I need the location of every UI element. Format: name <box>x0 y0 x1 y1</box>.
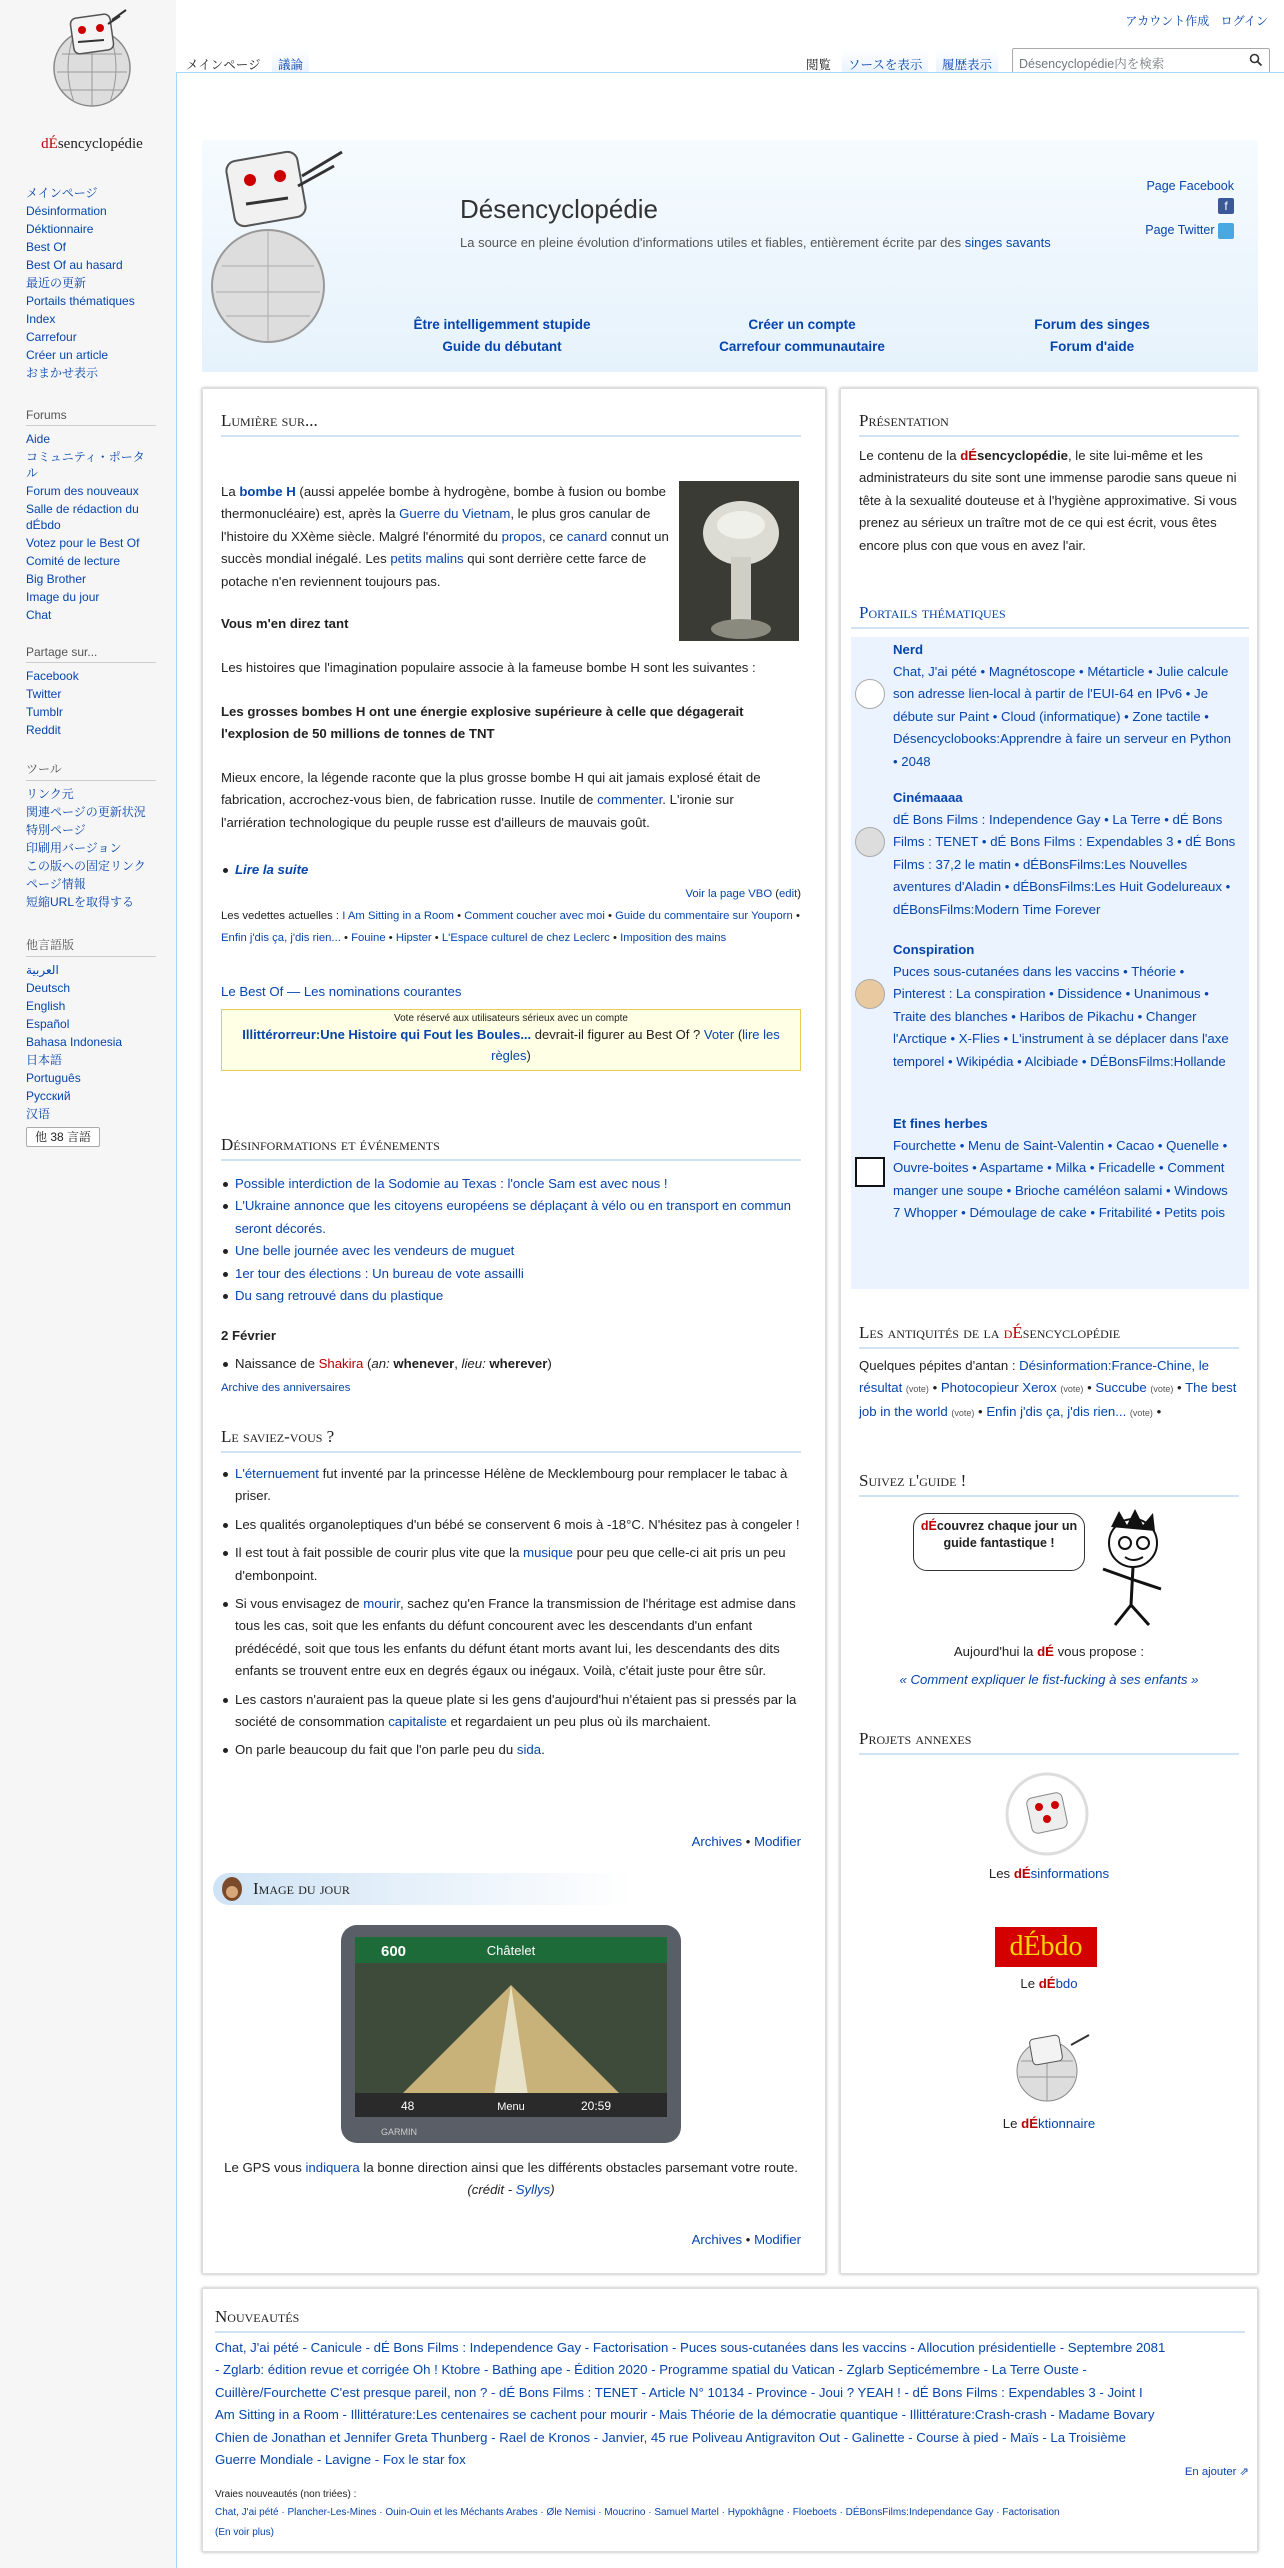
tab-history[interactable]: 履歴表示 <box>936 50 998 72</box>
portail-link[interactable]: dÉ Bons Films : TENET <box>893 812 1223 850</box>
vraie-link[interactable]: Hypokhâgne <box>727 2507 784 2518</box>
vedette-link[interactable]: Guide du commentaire sur Youporn <box>615 910 793 922</box>
portail-link[interactable]: Petits pois <box>1164 1205 1226 1221</box>
bombe-paragraph: La bombe H (aussi appelée bombe à hydrogène, bombe à fusion ou bombe thermonucléaire) est, après la Guerre du Vietnam, le plus gros canular de l'histoire du XXème siècle. Malgré l'énormité du propos, ce canard connut un succès mondial inégalé. Les petits malins qui sont derrière cette farce de potache n'en reviennent toujours pas. <box>221 484 669 589</box>
portail-link[interactable]: Démoulage de cake <box>969 1205 1087 1221</box>
projets-heading: Projets annexes <box>859 1729 1239 1755</box>
sidebar-tool-item-0[interactable]: リンク元 <box>26 787 74 801</box>
rules-link[interactable]: lire les règles <box>491 1027 780 1063</box>
image-jour-title: Image du jour <box>253 1879 350 1898</box>
gps-menu: Menu <box>497 2101 525 2113</box>
sidebar-item-9[interactable]: Créer un article <box>26 348 109 362</box>
vote-note: Vote réservé aux utilisateurs sérieux avec un compte <box>393 1013 628 1024</box>
forums-heading: Forums <box>26 408 156 426</box>
sidebar-share-item-0[interactable]: Facebook <box>26 669 79 683</box>
saviez-link[interactable]: musique <box>523 1545 573 1561</box>
sidebar-share-item-3[interactable]: Reddit <box>26 723 61 737</box>
saviez-item <box>221 1542 801 1587</box>
vraies-list: Chat, J'ai pété · Plancher-Les-Mines · Ouin-Ouin et les Méchants Arabes · Øle Nemisi · Moucrino · Samuel Martel · Hypokhâgne · Floeboets · DÉBonsFilms:Independance Gay · Factorisation <box>215 2507 1060 2518</box>
banner-title: Désencyclopédie <box>460 194 659 224</box>
antiquites-heading: Les antiquités de la dÉsencyclopédie <box>859 1323 1239 1349</box>
saviez-archives-link[interactable]: Archives <box>691 1834 743 1849</box>
portail-link[interactable]: Puces sous-cutanées dans les vaccins <box>893 964 1120 979</box>
banner-links-col2 <box>652 314 952 358</box>
projet-dektionnaire[interactable]: Le dÉktionnaire <box>1002 2116 1096 2131</box>
nouveautes-box <box>202 2288 1258 2552</box>
portail-link[interactable]: dÉ Bons Films : Expendables 3 <box>990 834 1174 850</box>
portail-name[interactable]: Nerd <box>893 642 924 657</box>
site-logo[interactable] <box>22 6 162 156</box>
desinfo-item[interactable]: 1er tour des élections : Un bureau de vote assailli <box>221 1263 801 1285</box>
portail-link[interactable]: dÉBonsFilms:Les Nouvelles aventures d'Aladin <box>893 856 1188 895</box>
sidebar-forum-item-3[interactable]: Salle de rédaction du dÉbdo <box>26 502 139 532</box>
vbo-link[interactable]: Voir la page VBO <box>685 888 773 900</box>
sidebar-share-item-2[interactable]: Tumblr <box>26 705 63 719</box>
film-reel-icon <box>855 827 885 857</box>
vote-article-link[interactable]: Illittérorreur:Une Histoire qui Fout les Boules... <box>242 1027 532 1042</box>
antiquites-text: Quelques pépites d'antan : Désinformation:France-Chine, le résultat (vote) • Photocopieur Xerox (vote) • Succube (vote) • The best job in the world (vote) • Enfin j'dis ça, j'dis rien... (vote) • <box>859 1358 1237 1419</box>
nav-portal <box>26 184 156 382</box>
sidebar-item-5[interactable]: 最近の更新 <box>26 276 87 290</box>
stupid-link[interactable]: Être intelligemment stupide <box>413 317 591 332</box>
vote-link[interactable]: (vote) <box>1060 1384 1084 1395</box>
image-caption: Le GPS vous indiquera la bonne direction ainsi que les différents obstacles parsemant votre route. (crédit - Syllys) <box>224 2160 798 2198</box>
read-more-list <box>221 859 801 881</box>
nouveautes-line[interactable]: - Zglarb: édition revue et corrigée Oh ! Ktobre - Bathing ape - Édition 2020 - Programme spatial du Vatican - Zglarb Septicémembre - La Terre Ouste - <box>215 2362 1087 2378</box>
portail-link[interactable]: Traite des blanches <box>893 1008 1008 1024</box>
banner-links-col1 <box>352 314 652 358</box>
portail-link[interactable]: Aspartame <box>979 1160 1044 1176</box>
vote-link[interactable]: (vote) <box>905 1384 929 1395</box>
saviez-link[interactable]: L'éternuement <box>235 1466 319 1481</box>
portail-link[interactable]: dÉ Bons Films : 37,2 le matin <box>893 834 1236 872</box>
guide-bubble: dÉcouvrez chaque jour un guide fantastique ! <box>913 1513 1085 1571</box>
gps-image[interactable] <box>341 1925 681 2143</box>
saviez-heading: Le saviez-vous ? <box>221 1427 801 1453</box>
twitter-icon[interactable] <box>1218 223 1234 239</box>
tab-main-page[interactable]: メインページ <box>180 50 267 72</box>
sidebar-forum-item-4[interactable]: Votez pour le Best Of <box>26 536 140 550</box>
search-placeholder: Désencyclopédie内を検索 <box>1019 57 1165 71</box>
gps-brand: GARMIN <box>381 2127 417 2137</box>
languages-heading: 他言語版 <box>26 936 156 957</box>
portail-link[interactable]: Pinterest : La conspiration <box>893 986 1046 1002</box>
welcome-banner <box>202 140 1258 372</box>
saviez-list <box>221 1463 801 1768</box>
portail-link[interactable]: Ouvre-boites <box>893 1160 969 1176</box>
guide-character-icon <box>1091 1509 1175 1627</box>
logo-rest: sencyclopédie <box>57 136 143 152</box>
gps-distance: 600 <box>381 1943 407 1960</box>
guide-heading: Suivez l'guide ! <box>859 1471 1239 1497</box>
desinformations-logo[interactable] <box>1001 1771 1093 1857</box>
vedette-link[interactable]: I Am Sitting in a Room <box>342 910 454 922</box>
presentation-heading: Présentation <box>859 411 1239 437</box>
sidebar-lang-item-4[interactable]: Bahasa Indonesia <box>26 1035 123 1049</box>
desinfo-item[interactable]: Possible interdiction de la Sodomie au Texas : l'oncle Sam est avec nous ! <box>221 1173 801 1195</box>
saviez-item <box>221 1514 801 1536</box>
sidebar-item-0[interactable]: メインページ <box>26 186 98 200</box>
portail-link[interactable]: Comment manger une soupe <box>893 1160 1225 1198</box>
personal-tools <box>1117 12 1268 29</box>
sidebar-lang-item-6[interactable]: Português <box>26 1071 81 1085</box>
portail-name[interactable]: Et fines herbes <box>893 1116 988 1131</box>
singes-link[interactable]: singes savants <box>964 235 1051 250</box>
portail-link[interactable]: dÉBonsFilms:Modern Time Forever <box>893 901 1101 917</box>
archive-anniversaires-link[interactable]: Archive des anniversaires <box>221 1382 351 1394</box>
sidebar-item-10[interactable]: おまかせ表示 <box>26 366 99 380</box>
portail-link[interactable]: Cloud (informatique) <box>1001 708 1121 724</box>
saviez-text-a: Il est tout à fait possible de courir plus vite que la <box>235 1545 524 1561</box>
vedette-link[interactable]: Fouine <box>351 932 386 944</box>
portail-link[interactable]: Menu de Saint-Valentin <box>968 1138 1105 1153</box>
banner-logo-icon <box>202 146 352 346</box>
canard-link[interactable]: canard <box>566 528 608 544</box>
sidebar-forum-item-8[interactable]: Chat <box>26 608 52 622</box>
en-ajouter-link[interactable]: En ajouter ⇗ <box>1184 2466 1249 2478</box>
help-forum-link[interactable]: Forum d'aide <box>1049 339 1135 354</box>
image-archives-link[interactable]: Archives <box>691 2232 743 2247</box>
antiquite-link[interactable]: Désinformation:France-Chine, le résultat <box>859 1358 1209 1396</box>
portail-name[interactable]: Cinémaaaa <box>893 790 963 805</box>
saviez-text-a: Si vous envisagez de <box>235 1596 364 1612</box>
sidebar-lang-item-8[interactable]: 汉语 <box>26 1107 51 1121</box>
saviez-text-b: pour peu que celle-ci ait pris un peu d'embonpoint. <box>235 1545 786 1583</box>
image-modifier-link[interactable]: Modifier <box>754 2232 801 2247</box>
portail-link[interactable]: Milka <box>1055 1160 1087 1176</box>
saviez-text-b: , sachez qu'en France la transmission de l'héritage est admise dans tous les cas, soit que les enfants du défunt concourent avec les descendants d'un enfant prédécédé, soit que tous les enfants du défunt étant morts avant lui, les descendants des dits enfants se trouvent entre eux en degrés égaux ou inégaux. Voilà, c'était juste pour être sûr. <box>235 1596 796 1679</box>
sidebar-forum-item-1[interactable]: コミュニティ・ポータル <box>26 450 145 480</box>
desinfo-list <box>221 1173 801 1307</box>
portail-link[interactable]: Cacao <box>1116 1138 1155 1153</box>
gps-time: 20:59 <box>581 2099 612 2113</box>
sidebar-forum-item-0[interactable]: Aide <box>26 432 51 446</box>
create-account-banner-link[interactable]: Créer un compte <box>748 317 856 332</box>
portail-link[interactable]: Julie calcule son adresse lien-local à partir de l'EUI-64 en IPv6 <box>893 664 1229 702</box>
saviez-text-b: et regardaient un peu plus où ils marchaient. <box>446 1714 711 1730</box>
portail-link[interactable]: Zone tactile <box>1132 708 1201 724</box>
portail-link[interactable]: dÉBonsFilms:Les Huit Godelureaux <box>1013 879 1222 895</box>
portail-link[interactable]: Unanimous <box>1133 986 1201 1002</box>
vedette-link[interactable]: Imposition des mains <box>620 932 727 944</box>
beginner-guide-link[interactable]: Guide du débutant <box>442 339 562 354</box>
nouveautes-line[interactable]: Chat, J'ai pété - Canicule - dÉ Bons Films : Independence Gay - Factorisation - Puces sous-cutanées dans les vaccins - Allocution présidentielle - Septembre 2081 <box>215 2340 1166 2355</box>
vedette-link[interactable]: L'Espace culturel de chez Leclerc <box>441 932 610 944</box>
create-account-link[interactable]: アカウント作成 <box>1125 14 1210 28</box>
vraie-link[interactable]: Samuel Martel <box>654 2507 719 2518</box>
portail-link[interactable]: Haribos de Pikachu <box>1019 1008 1134 1024</box>
portail-link[interactable]: Théorie <box>1131 964 1176 979</box>
edit-link[interactable]: edit <box>779 888 798 900</box>
date-heading: 2 Février <box>221 1328 276 1343</box>
sidebar-tool-item-4[interactable]: この版への固定リンク <box>26 859 146 873</box>
antiquite-link[interactable]: Enfin j'dis ça, j'dis rien... <box>986 1403 1127 1419</box>
portail-name[interactable]: Conspiration <box>893 942 975 957</box>
sidebar <box>0 0 176 2568</box>
saviez-text-b: fut inventé par la princesse Hélène de Mecklembourg pour remplacer le tabac à priser. <box>235 1466 788 1504</box>
tab-read[interactable]: 閲覧 <box>800 50 837 72</box>
portail-link[interactable]: Windows 7 Whopper <box>893 1182 1228 1221</box>
para-3: Mieux encore, la légende raconte que la plus grosse bombe H qui ait jamais explosé était de fabrication, accrochez-vous bien, de fabrication russe. Inutile de commenter. L'ironie sur l'arriération technologique du peuple russe est d'ailleurs de mauvais goût. <box>221 770 761 830</box>
forums-portal <box>26 408 156 624</box>
shakira-link[interactable]: Shakira <box>318 1356 364 1371</box>
sidebar-lang-item-5[interactable]: 日本語 <box>26 1053 63 1067</box>
sidebar-item-1[interactable]: Désinformation <box>26 204 107 218</box>
mushroom-image[interactable] <box>679 481 799 641</box>
nouveautes-heading: Nouveautés <box>215 2307 1245 2333</box>
nerd-icon <box>855 679 885 709</box>
nouveautes-list <box>215 2337 1251 2471</box>
vote-link[interactable]: (vote) <box>1129 1407 1153 1418</box>
vraie-link[interactable]: Moucrino <box>604 2507 646 2518</box>
tools-portal <box>26 760 156 911</box>
propos-link[interactable]: propos <box>501 528 542 544</box>
portail-links: Fourchette • Menu de Saint-Valentin • Cacao • Quenelle • Ouvre-boites • Aspartame • Milka • Fricadelle • Comment manger une soupe • Brioche caméléon salami • Windows 7 Whopper • Démoulage de cake • Fritabilité • Petits pois <box>893 1138 1228 1221</box>
vraie-link[interactable]: DÉBonsFilms:Independance Gay <box>845 2507 994 2518</box>
portail-link[interactable]: Je débute sur Paint <box>893 686 1209 724</box>
gps-street: Châtelet <box>486 1943 536 1958</box>
sidebar-forum-item-2[interactable]: Forum des nouveaux <box>26 484 139 498</box>
portail-link[interactable]: X-Flies <box>958 1031 1000 1047</box>
portails-heading: Portails thématiques <box>851 603 1249 629</box>
read-more-link[interactable]: Lire la suite <box>235 862 309 877</box>
vote-link[interactable]: Voter <box>703 1027 735 1042</box>
more-languages-button[interactable]: 他 38 言語 <box>26 1127 100 1147</box>
debdo-logo[interactable]: dÉbdo <box>995 1927 1097 1967</box>
guide-today: Aujourd'hui la dÉ vous propose : <box>953 1644 1145 1659</box>
fork-knife-icon <box>855 1157 885 1187</box>
portail-link[interactable]: dÉ Bons Films : Independence Gay <box>893 812 1101 827</box>
portail-link[interactable]: La Terre <box>1112 812 1161 827</box>
saviez-text-b: . <box>541 1742 545 1758</box>
tools-heading: ツール <box>26 760 156 781</box>
commenter-link[interactable]: commenter <box>597 792 663 808</box>
vraie-link[interactable]: Floeboets <box>792 2507 837 2518</box>
lumiere-heading: Lumière sur... <box>221 411 801 437</box>
sidebar-lang-item-7[interactable]: Русский <box>26 1089 71 1103</box>
portail-link[interactable]: Métarticle <box>1087 664 1145 679</box>
nouveautes-line[interactable]: Cuillère/Fourchette C'est presque pareil, non ? - dÉ Bons Films : TENET - Article N° 10134 - Province - Joui ? YEAH ! - dÉ Bons Films : Expendables 3 - Joint I <box>215 2384 1143 2400</box>
sidebar-lang-item-1[interactable]: Deutsch <box>26 981 71 995</box>
vote-link[interactable]: (vote) <box>1150 1384 1174 1395</box>
sidebar-item-4[interactable]: Best Of au hasard <box>26 258 123 272</box>
portail-link[interactable]: Alcibiade <box>1024 1053 1079 1069</box>
vedettes: Les vedettes actuelles : I Am Sitting in a Room • Comment coucher avec moi • Guide du commentaire sur Youporn • Enfin j'dis ça, j'dis rien... • Fouine • Hipster • L'Espace culturel de chez Leclerc • Imposition des mains <box>221 910 800 944</box>
portail-link[interactable]: Wikipédia <box>956 1053 1014 1069</box>
vraies-label: Vraies nouveautés (non triées) : <box>215 2489 357 2500</box>
sidebar-item-6[interactable]: Portails thématiques <box>26 294 135 308</box>
saviez-modifier-link[interactable]: Modifier <box>754 1834 801 1849</box>
saviez-link[interactable]: capitaliste <box>388 1714 447 1730</box>
portail-link[interactable]: 2048 <box>901 753 931 769</box>
vietnam-link[interactable]: Guerre du Vietnam <box>399 506 511 522</box>
share-heading: Partage sur... <box>26 645 156 663</box>
portail-link[interactable]: Fritabilité <box>1098 1205 1153 1221</box>
image-jour-header <box>213 1873 633 1905</box>
portail-link[interactable]: Chat, J'ai pété <box>893 664 977 679</box>
projet-desinformations[interactable]: Les dÉsinformations <box>988 1866 1110 1881</box>
voir-plus-link[interactable]: (En voir plus) <box>215 2527 274 2538</box>
left-column <box>202 388 826 2274</box>
portail-link[interactable]: L'instrument à se déplacer dans l'axe temporel <box>893 1031 1229 1069</box>
nouveautes-line[interactable]: Am Sitting in a Room - Illittérature:Les centenaires se cachent pour mourir - Mais Théorie de la démocratie quantique - Illittérature:Crash-crash - Madame Bovary <box>215 2407 1155 2423</box>
share-portal <box>26 645 156 739</box>
saviez-item <box>221 1593 801 1683</box>
antiquite-link[interactable]: The best job in the world <box>859 1380 1237 1419</box>
bold-line-1: Vous m'en direz tant <box>221 616 349 631</box>
sidebar-lang-item-3[interactable]: Español <box>26 1017 70 1031</box>
portail-link[interactable]: Brioche caméléon salami <box>1014 1182 1163 1198</box>
sidebar-forum-item-7[interactable]: Image du jour <box>26 590 100 604</box>
banner-tagline: La source en pleine évolution d'informations utiles et fiables, entièrement écrite par des singes savants <box>460 235 1051 250</box>
sidebar-lang-item-2[interactable]: English <box>26 999 66 1013</box>
vraie-link[interactable]: Factorisation <box>1002 2507 1060 2518</box>
search-input[interactable] <box>1012 48 1270 74</box>
saviez-text-a: Les castors n'auraient pas la queue plate si les gens d'aujourd'hui n'étaient pas si pressés par la société de consommation <box>235 1691 797 1730</box>
antiquite-link[interactable]: Photocopieur Xerox <box>940 1380 1057 1396</box>
monkey-icon <box>221 1876 243 1902</box>
saviez-text-a: On parle beaucoup du fait que l'on parle peu du <box>235 1742 517 1758</box>
bestof-link[interactable]: Le Best Of <box>221 984 284 999</box>
credit-link[interactable]: Syllys <box>515 2182 551 2198</box>
sidebar-tool-item-5[interactable]: ページ情報 <box>26 877 86 891</box>
search-icon[interactable] <box>1249 53 1263 67</box>
portail-link[interactable]: Désencyclobooks:Apprendre à faire un serveur en Python <box>893 731 1231 747</box>
sidebar-tool-item-3[interactable]: 印刷用バージョン <box>26 841 122 855</box>
saviez-footer: Archives • Modifier <box>691 1834 801 1849</box>
vedette-link[interactable]: Comment coucher avec moi <box>464 910 605 922</box>
portail-link[interactable]: Quenelle <box>1166 1138 1219 1153</box>
nouveautes-line[interactable]: Guerre Mondiale - Lavigne - Fox le star fox <box>215 2452 466 2468</box>
saviez-item <box>221 1463 801 1508</box>
portail-link[interactable]: Changer l'Arctique <box>893 1008 1197 1047</box>
forum-singes-link[interactable]: Forum des singes <box>1034 317 1150 332</box>
gps-speed: 48 <box>401 2099 415 2113</box>
projet-debdo[interactable]: Le dÉbdo <box>1020 1976 1078 1991</box>
antiquite-link[interactable]: Succube <box>1095 1380 1147 1396</box>
sidebar-item-8[interactable]: Carrefour <box>26 330 77 344</box>
para-2: Les histoires que l'imagination populaire associe à la fameuse bombe H sont les suivantes : <box>221 660 756 675</box>
sidebar-item-7[interactable]: Index <box>26 312 56 326</box>
vote-box: Vote réservé aux utilisateurs sérieux avec un compte Illittérorreur:Une Histoire qui Fout les Boules... devrait-il figurer au Best Of ? Voter (lire les règles) <box>221 1009 801 1071</box>
guide-link[interactable]: « Comment expliquer le fist-fucking à ses enfants » <box>899 1672 1199 1687</box>
sidebar-tool-item-2[interactable]: 特別ページ <box>26 823 86 837</box>
desinfo-heading: Désinformations et événements <box>221 1135 801 1161</box>
portail-link[interactable]: Fourchette <box>893 1138 957 1153</box>
bestof-line: Le Best Of — Les nominations courantes <box>221 984 462 999</box>
conspiracy-icon <box>855 979 885 1009</box>
twitter-page-link[interactable]: Page Twitter <box>1145 223 1215 237</box>
svg-text:dÉsencyclopédie <box>41 135 143 152</box>
sidebar-forum-item-5[interactable]: Comité de lecture <box>26 554 121 568</box>
saviez-item <box>221 1739 801 1761</box>
banner-links-col3 <box>942 314 1242 358</box>
sidebar-lang-item-0[interactable]: العربية <box>26 963 59 977</box>
facebook-icon[interactable]: f <box>1218 198 1234 214</box>
vraie-link[interactable]: Ouin-Ouin et les Méchants Arabes <box>385 2507 538 2518</box>
dektionnaire-logo[interactable] <box>1001 2031 1093 2105</box>
login-link[interactable]: ログイン <box>1220 14 1268 28</box>
logo-de: dÉ <box>41 136 58 152</box>
saviez-link[interactable]: sida <box>516 1742 542 1758</box>
portail-links: dÉ Bons Films : Independence Gay • La Terre • dÉ Bons Films : TENET • dÉ Bons Films : Expendables 3 • dÉ Bons Films : 37,2 le matin • dÉBonsFilms:Les Nouvelles aventures d'Aladin • dÉBonsFilms:Les Huit Godelureaux • dÉBonsFilms:Modern Time Forever <box>893 812 1236 917</box>
vraie-link[interactable]: Chat, J'ai pété <box>215 2507 279 2518</box>
sidebar-item-3[interactable]: Best Of <box>26 240 67 254</box>
vraie-link[interactable]: Plancher-Les-Mines <box>287 2507 377 2518</box>
vedette-link[interactable]: Enfin j'dis ça, j'dis rien... <box>221 932 341 944</box>
bombe-link[interactable]: bombe H <box>239 484 296 499</box>
sidebar-forum-item-6[interactable]: Big Brother <box>26 572 87 586</box>
birth-list: Naissance de Shakira (an: whenever, lieu: wherever) <box>221 1353 801 1375</box>
malins-link[interactable]: petits malins <box>390 551 464 567</box>
nouveautes-line[interactable]: Chien de Jonathan et Jennifer Greta Thunberg - Rael de Kronos - Janvier, 45 rue Poliveau Antigraviton Out - Galinette - Course à pied - Maïs - La Troisième <box>215 2429 1126 2445</box>
portail-links: Puces sous-cutanées dans les vaccins • Théorie • Pinterest : La conspiration • Dissidence • Unanimous • Traite des blanches • Haribos de Pikachu • Changer l'Arctique • X-Flies • L'instrument à se déplacer dans l'axe temporel • Wikipédia • Alcibiade • DÉBonsFilms:Hollande <box>893 964 1229 1069</box>
desinfo-item[interactable]: Du sang retrouvé dans du plastique <box>221 1285 801 1307</box>
sidebar-tool-item-6[interactable]: 短縮URLを取得する <box>26 895 135 909</box>
portail-link[interactable]: DÉBonsFilms:Hollande <box>1090 1053 1226 1069</box>
sidebar-share-item-1[interactable]: Twitter <box>26 687 62 701</box>
tab-view-source[interactable]: ソースを表示 <box>842 50 928 72</box>
portail-links: Chat, J'ai pété • Magnétoscope • Métarticle • Julie calcule son adresse lien-local à partir de l'EUI-64 en IPv6 • Je débute sur Paint • Cloud (informatique) • Zone tactile • Désencyclobooks:Apprendre à faire un serveur en Python • 2048 <box>893 664 1231 769</box>
saviez-text-a: Les qualités organoleptiques d'un bébé se conservent 6 mois à -18°C. N'hésitez pas à congeler ! <box>235 1516 800 1532</box>
desinfo-item[interactable]: Une belle journée avec les vendeurs de muguet <box>221 1240 801 1262</box>
sidebar-item-2[interactable]: Déktionnaire <box>26 222 94 236</box>
saviez-item <box>221 1689 801 1734</box>
portail-link[interactable]: Magnétoscope <box>988 664 1076 679</box>
saviez-link[interactable]: mourir <box>363 1596 400 1612</box>
indiquera-link[interactable]: indiquera <box>305 2160 360 2175</box>
portail-link[interactable]: Fricadelle <box>1098 1160 1156 1176</box>
portail-link[interactable]: Dissidence <box>1057 986 1122 1002</box>
desinfo-item[interactable]: L'Ukraine annonce que les citoyens européens se déplaçant à vélo ou en transport en commun seront décorés. <box>221 1195 801 1240</box>
presentation-text: Le contenu de la dÉsencyclopédie, le site lui-même et les administrateurs du site sont une immense parodie sans queue ni tête à la sexualité douteuse et à l'hygiène approximative. Si vous prenez au sérieux un traître mot de ce qui est écrit, vous êtes encore plus con que vous en avez l'air. <box>859 448 1237 553</box>
vedette-link[interactable]: Hipster <box>395 932 432 944</box>
bold-line-2: Les grosses bombes H ont une énergie explosive supérieure à celle que dégagerait l'explosion de 50 millions de tonnes de TNT <box>221 704 744 742</box>
vote-link[interactable]: (vote) <box>951 1407 975 1418</box>
sidebar-tool-item-1[interactable]: 関連ページの更新状況 <box>26 805 146 819</box>
vraie-link[interactable]: Øle Nemisi <box>546 2507 596 2518</box>
social-links <box>1145 176 1234 240</box>
image-footer: Archives • Modifier <box>691 2232 801 2247</box>
right-column <box>840 388 1258 2274</box>
vbo-line: Voir la page VBO (edit) <box>685 888 801 900</box>
languages-portal <box>26 936 156 1147</box>
nominations-link[interactable]: Les nominations courantes <box>303 984 462 999</box>
facebook-page-link[interactable]: Page Facebook <box>1146 179 1234 193</box>
tab-discussion[interactable]: 議論 <box>272 50 309 72</box>
community-link[interactable]: Carrefour communautaire <box>719 339 885 354</box>
